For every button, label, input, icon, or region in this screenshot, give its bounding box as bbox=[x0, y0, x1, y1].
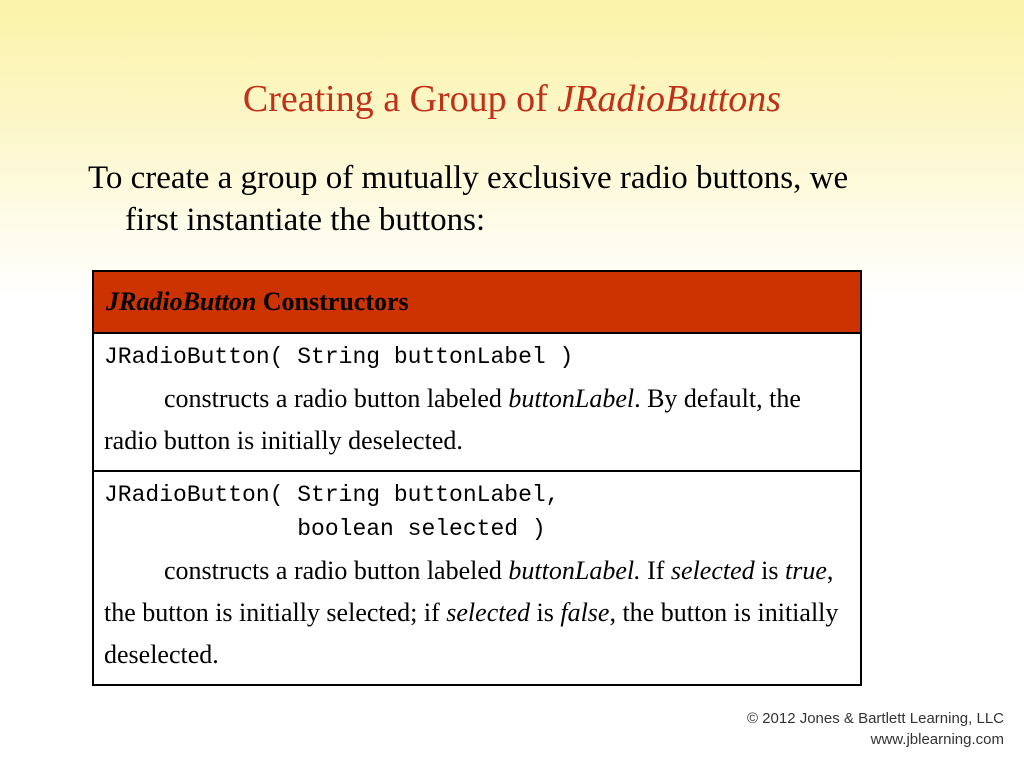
desc-text: true bbox=[784, 556, 827, 585]
title-italic: JRadioButtons bbox=[557, 78, 782, 120]
publisher-url: www.jblearning.com bbox=[870, 731, 1004, 748]
constructor-description-2 bbox=[104, 550, 850, 676]
constructor-signature-1: JRadioButton( String buttonLabel ) bbox=[104, 344, 574, 370]
desc-text: , the button is initially selected; if bbox=[104, 556, 834, 627]
table-row bbox=[93, 333, 861, 471]
desc-text: If bbox=[640, 556, 671, 585]
table-header-row bbox=[93, 271, 861, 333]
desc-text: is bbox=[754, 556, 785, 585]
desc-text: , the button is initially deselected. bbox=[104, 598, 839, 669]
constructor-cell-1 bbox=[93, 333, 861, 471]
copyright-footer bbox=[747, 708, 1004, 750]
copyright-text: © 2012 Jones & Bartlett Learning, LLC bbox=[746, 710, 1004, 727]
desc-text: is bbox=[530, 598, 561, 627]
table-row bbox=[93, 471, 861, 685]
desc-text: constructs a radio button labeled bbox=[164, 384, 509, 413]
desc-text: selected bbox=[670, 556, 755, 585]
desc-text: false bbox=[560, 598, 610, 627]
desc-text: buttonLabel. bbox=[508, 556, 641, 585]
constructor-description-1 bbox=[104, 378, 850, 462]
table-header-class-name: JRadioButton bbox=[106, 287, 257, 316]
desc-text: buttonLabel bbox=[508, 384, 635, 413]
desc-text: selected bbox=[446, 598, 530, 627]
title-plain: Creating a Group of bbox=[242, 78, 558, 120]
constructor-signature-2: JRadioButton( String buttonLabel, boolean selected ) bbox=[104, 482, 560, 542]
slide-title bbox=[0, 74, 1024, 124]
table-header bbox=[93, 271, 861, 333]
intro-text: To create a group of mutually exclusive radio buttons, we first instantiate the buttons: bbox=[88, 160, 849, 238]
table-header-label: Constructors bbox=[256, 287, 409, 316]
desc-text: constructs a radio button labeled bbox=[164, 556, 509, 585]
constructor-cell-2 bbox=[93, 471, 861, 685]
constructors-table bbox=[92, 270, 862, 686]
desc-text: . By default, the radio button is initially deselected. bbox=[104, 384, 801, 455]
